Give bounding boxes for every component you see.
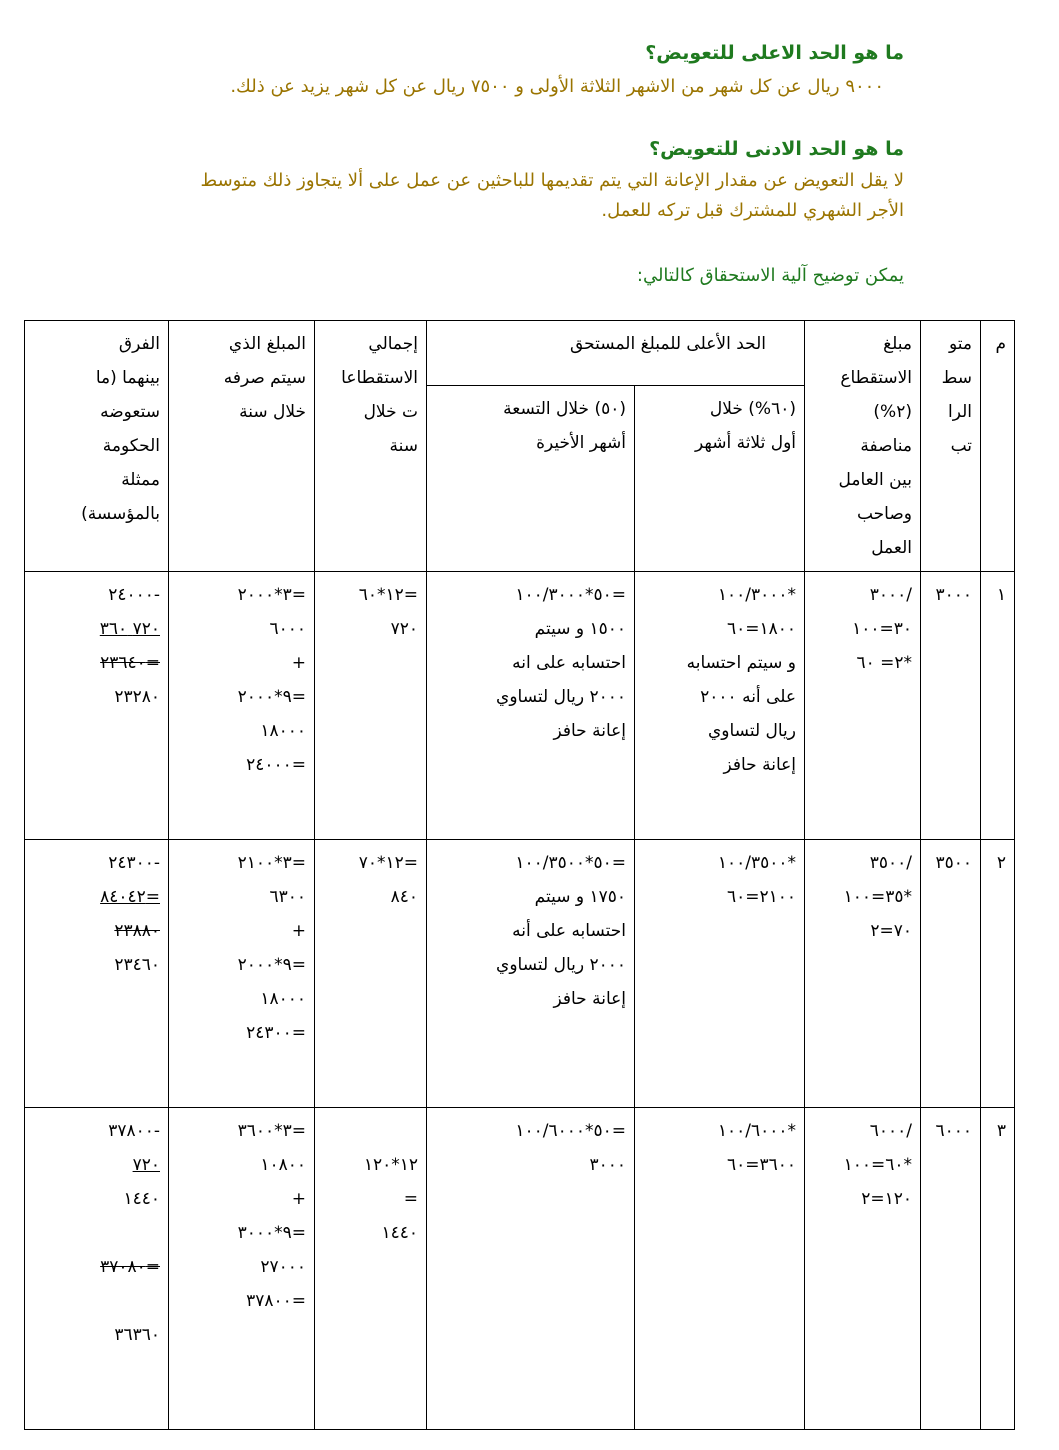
max-compensation-question: ما هو الحد الاعلى للتعويض؟ [645,42,904,64]
header-total-deductions: إجمالي الاستقطاعا ت خلال سنة [315,321,427,572]
header-max-due-amount: الحد الأعلى للمبلغ المستحق [427,321,805,386]
row-total-deductions: =١٢*٦٠ ٧٢٠ [315,572,427,840]
min-compensation-answer-line2: الأجر الشهري للمشترك قبل تركه للعمل. [601,200,904,221]
row-difference: -٣٧٨٠٠ ٧٢٠ ١٤٤٠ =٣٧٠٨٠ ٣٦٣٦٠ [25,1108,169,1430]
row-first-three-months: *١٠٠/٣٠٠٠ ١٨٠٠=٦٠ و سيتم احتسابه على أنه ٢٠٠٠ ريال لتساوي إعانة حافز [635,572,805,840]
row-deduction: /٦٠٠٠ *٦٠=١٠٠ ١٢٠=٢ [805,1108,921,1430]
row-difference: -٢٤٣٠٠ =٨٤٠٤٢ ٢٣٨٨٠ ٢٣٤٦٠ [25,840,169,1108]
header-index: م [981,321,1015,572]
row-average-salary: ٦٠٠٠ [921,1108,981,1430]
table-row [25,572,1015,840]
row-amount-paid: =٣*٢١٠٠ ٦٣٠٠ + =٩*٢٠٠٠ ١٨٠٠٠ =٢٤٣٠٠ [169,840,315,1108]
row-total-deductions: =١٢*٧٠ ٨٤٠ [315,840,427,1108]
header-first-three-months: (٦٠%) خلال أول ثلاثة أشهر [635,385,805,571]
header-amount-paid: المبلغ الذي سيتم صرفه خلال سنة [169,321,315,572]
table-header-row [25,321,1015,386]
min-compensation-answer-line1: لا يقل التعويض عن مقدار الإعانة التي يتم تقديمها للباحثين عن عمل على ألا يتجاوز ذلك متوسط [200,170,904,191]
row-amount-paid: =٣*٢٠٠٠ ٦٠٠٠ + =٩*٢٠٠٠ ١٨٠٠٠ =٢٤٠٠٠ [169,572,315,840]
min-compensation-question: ما هو الحد الادنى للتعويض؟ [649,138,904,160]
mechanism-intro: يمكن توضيح آلية الاستحقاق كالتالي: [636,265,904,286]
row-average-salary: ٣٠٠٠ [921,572,981,840]
header-last-nine-months: (٥٠) خلال التسعة أشهر الأخيرة [427,385,635,571]
row-last-nine-months: =٥٠*١٠٠/٦٠٠٠ ٣٠٠٠ [427,1108,635,1430]
row-last-nine-months: =٥٠*١٠٠/٣٥٠٠ ١٧٥٠ و سيتم احتسابه على أنه ٢٠٠٠ ريال لتساوي إعانة حافز [427,840,635,1108]
row-amount-paid: =٣*٣٦٠٠ ١٠٨٠٠ + =٩*٣٠٠٠ ٢٧٠٠٠ =٣٧٨٠٠ [169,1108,315,1430]
row-average-salary: ٣٥٠٠ [921,840,981,1108]
table-row [25,840,1015,1108]
row-total-deductions: ١٢*١٢٠ = ١٤٤٠ [315,1108,427,1430]
row-deduction: /٣٥٠٠ *٣٥=١٠٠ ٧٠=٢ [805,840,921,1108]
row-index: ٢ [981,840,1015,1108]
row-first-three-months: *١٠٠/٦٠٠٠ ٣٦٠٠=٦٠ [635,1108,805,1430]
row-index: ٣ [981,1108,1015,1430]
max-compensation-answer: ٩٠٠٠ ريال عن كل شهر من الاشهر الثلاثة الأولى و ٧٥٠٠ ريال عن كل شهر يزيد عن ذلك. [230,76,884,97]
row-first-three-months: *١٠٠/٣٥٠٠ ٢١٠٠=٦٠ [635,840,805,1108]
entitlement-table [24,320,1015,1430]
header-deduction-amount: مبلغ الاستقطاع (٢%) مناصفة بين العامل وصاحب العمل [805,321,921,572]
row-last-nine-months: =٥٠*١٠٠/٣٠٠٠ ١٥٠٠ و سيتم احتسابه على انه ٢٠٠٠ ريال لتساوي إعانة حافز [427,572,635,840]
row-deduction: /٣٠٠٠ ٣٠=١٠٠ *٢= ٦٠ [805,572,921,840]
header-difference: الفرق بينهما (ما ستعوضه الحكومة ممثلة بالمؤسسة) [25,321,169,572]
table-row [25,1108,1015,1430]
header-average-salary: متو سط الرا تب [921,321,981,572]
row-difference: -٢٤٠٠٠ ٧٢٠ ٣٦٠ =٢٣٦٤٠ ٢٣٢٨٠ [25,572,169,840]
row-index: ١ [981,572,1015,840]
